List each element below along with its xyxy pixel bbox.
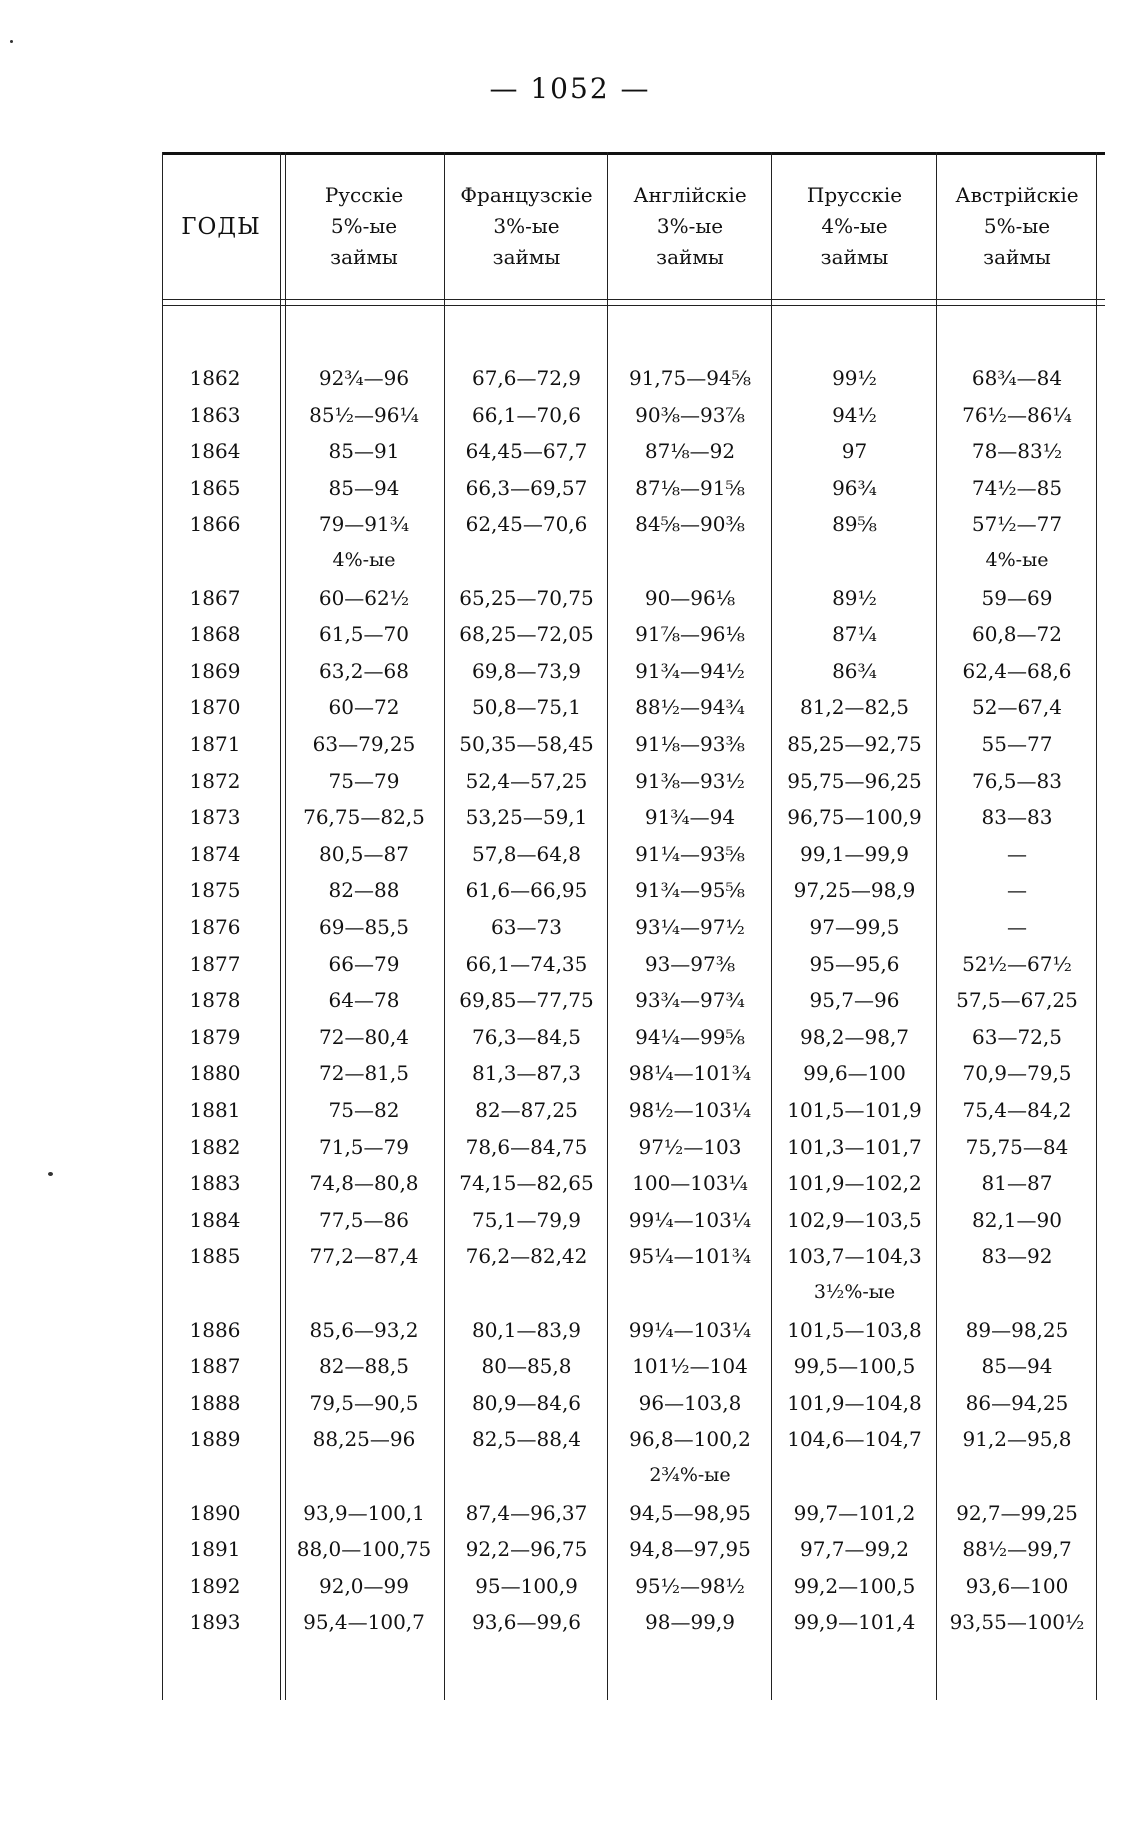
price-range-cell: 90—96⅛ [644, 585, 736, 610]
year-cell: 1868 [189, 622, 241, 647]
price-range-cell: 97 [841, 439, 868, 464]
price-range-cell: 91¾—94 [644, 805, 736, 830]
price-range-cell: 66—79 [328, 951, 400, 976]
header-prussian-loans: Прусскіе 4%-ые займы [806, 183, 903, 269]
year-cell: 1875 [189, 878, 241, 903]
price-range-cell: 83—92 [981, 1244, 1053, 1269]
year-cell: 1865 [189, 475, 241, 500]
price-range-cell: 92,2—96,75 [465, 1537, 588, 1562]
price-range-cell: 98¼—101¾ [628, 1061, 752, 1086]
table-row [150, 1098, 1105, 1134]
price-range-cell: 75,4—84,2 [962, 1098, 1072, 1122]
price-range-cell: 86¾ [832, 658, 877, 683]
price-range-cell: — [1007, 841, 1027, 866]
price-range-cell: 98½—103¼ [628, 1098, 752, 1122]
price-range-cell: 103,7—104,3 [787, 1244, 922, 1269]
price-range-cell: 52—67,4 [972, 695, 1062, 720]
price-range-cell: 80,9—84,6 [471, 1390, 582, 1415]
year-cell: 1884 [189, 1207, 241, 1232]
price-range-cell: 95—95,6 [809, 951, 900, 976]
price-range-cell: 90⅜—93⅞ [635, 402, 745, 427]
table-row [150, 366, 1105, 402]
year-cell: 1893 [189, 1610, 241, 1635]
table-row [150, 1427, 1105, 1463]
price-range-cell: 57,5—67,25 [956, 988, 1078, 1013]
price-range-cell: 91,2—95,8 [962, 1427, 1072, 1452]
price-range-cell: 76,75—82,5 [303, 805, 425, 830]
year-cell: 1880 [189, 1061, 241, 1086]
year-cell: 1874 [189, 841, 241, 866]
price-range-cell: 76½—86¼ [962, 402, 1072, 427]
table-row [150, 1391, 1105, 1427]
price-range-cell: 78—83½ [971, 439, 1063, 464]
price-range-cell: 99,9—101,4 [793, 1610, 916, 1635]
year-cell: 1878 [189, 988, 241, 1013]
price-range-cell: 85½—96¼ [309, 402, 419, 427]
year-cell: 1864 [189, 439, 241, 464]
price-range-cell: 66,1—74,35 [465, 951, 588, 976]
price-range-cell: 68¾—84 [971, 366, 1063, 390]
year-cell: 1877 [189, 951, 241, 976]
table-row [150, 1025, 1105, 1061]
price-range-cell: 99½ [832, 366, 877, 390]
price-range-cell: 95,75—96,25 [787, 768, 922, 793]
price-range-cell: 99,5—100,5 [793, 1354, 916, 1379]
year-cell: 1873 [189, 805, 241, 830]
price-range-cell: 81—87 [981, 1171, 1053, 1196]
price-range-cell: 93,6—99,6 [471, 1610, 582, 1635]
price-range-cell: 85,25—92,75 [787, 732, 922, 756]
rate-note-cell: 3½%-ые [813, 1281, 896, 1303]
table-row [150, 695, 1105, 731]
rate-note-cell: 2¾%-ые [649, 1464, 731, 1486]
price-range-cell: 89—98,25 [965, 1317, 1069, 1342]
price-range-cell: 59—69 [981, 585, 1053, 610]
price-range-cell: 95½—98½ [635, 1573, 745, 1598]
year-cell: 1872 [189, 768, 241, 793]
price-range-cell: 82,1—90 [972, 1207, 1062, 1232]
table-row [150, 805, 1105, 841]
price-range-cell: 66,1—70,6 [471, 402, 582, 427]
price-range-cell: 96—103,8 [638, 1390, 742, 1415]
price-range-cell: 87¼ [832, 622, 877, 647]
price-range-cell: 72—81,5 [319, 1061, 409, 1086]
header-rule [162, 299, 1105, 300]
price-range-cell: 87,4—96,37 [465, 1500, 588, 1525]
price-range-cell: 99,6—100 [803, 1061, 906, 1086]
table-row [150, 512, 1105, 548]
price-range-cell: 57,8—64,8 [471, 841, 582, 866]
price-range-cell: 70,9—79,5 [962, 1061, 1072, 1086]
price-range-cell: 76,3—84,5 [471, 1024, 582, 1049]
price-range-cell: 92,0—99 [319, 1573, 409, 1598]
price-range-cell: 52½—67½ [962, 951, 1072, 976]
price-range-cell: 88,0—100,75 [296, 1537, 432, 1562]
table-row [150, 842, 1105, 878]
header-english-loans: Англійскіе 3%-ые займы [633, 183, 747, 269]
price-range-cell: 101,3—101,7 [787, 1134, 922, 1159]
table-row [150, 586, 1105, 622]
price-range-cell: 81,3—87,3 [471, 1061, 582, 1086]
table-row [150, 1135, 1105, 1171]
price-range-cell: 80,5—87 [319, 841, 409, 866]
price-range-cell: 97,7—99,2 [799, 1537, 910, 1562]
year-cell: 1882 [189, 1134, 241, 1159]
table-row [150, 769, 1105, 805]
header-french-loans: Французскіе 3%-ые займы [460, 183, 593, 269]
price-range-cell: 93¼—97½ [635, 915, 745, 939]
price-range-cell: 63,2—68 [319, 658, 409, 683]
year-cell: 1885 [189, 1244, 241, 1269]
price-range-cell: 94½ [832, 402, 877, 427]
price-range-cell: 77,2—87,4 [309, 1244, 419, 1269]
year-cell: 1887 [189, 1354, 241, 1379]
year-cell: 1862 [189, 366, 241, 390]
price-range-cell: 61,5—70 [319, 622, 409, 647]
price-range-cell: 81,2—82,5 [799, 695, 910, 720]
table-row [150, 476, 1105, 512]
price-range-cell: 82—88 [328, 878, 400, 903]
table-row [150, 1537, 1105, 1573]
price-range-cell: 60—62½ [318, 585, 410, 610]
table-row [150, 1610, 1105, 1646]
price-range-cell: 57½—77 [971, 512, 1063, 537]
price-range-cell: 50,35—58,45 [459, 732, 594, 756]
table-row [150, 1244, 1105, 1280]
price-range-cell: 50,8—75,1 [471, 695, 582, 720]
price-range-cell: 92,7—99,25 [956, 1500, 1078, 1525]
table-row [150, 1061, 1105, 1097]
price-range-cell: 101,9—104,8 [787, 1390, 922, 1415]
price-range-cell: 80—85,8 [481, 1354, 572, 1379]
table-row [150, 1354, 1105, 1390]
price-range-cell: 87⅛—91⅝ [635, 475, 745, 500]
price-range-cell: 102,9—103,5 [787, 1207, 922, 1232]
price-range-cell: 85—94 [328, 475, 400, 500]
price-range-cell: 76,2—82,42 [465, 1244, 588, 1269]
year-cell: 1866 [189, 512, 241, 537]
price-range-cell: 74,8—80,8 [309, 1171, 419, 1196]
price-range-cell: 99¼—103¼ [628, 1317, 752, 1342]
price-range-cell: 96,75—100,9 [787, 805, 922, 830]
price-range-cell: 95¼—101¾ [628, 1244, 752, 1269]
price-range-cell: 69,85—77,75 [459, 988, 594, 1013]
price-range-cell: 93—97⅜ [644, 951, 736, 976]
year-cell: 1883 [189, 1171, 241, 1196]
price-range-cell: 97—99,5 [809, 915, 900, 939]
price-range-cell: 85,6—93,2 [309, 1317, 419, 1342]
table-row [150, 732, 1105, 768]
price-range-cell: 93,9—100,1 [303, 1500, 425, 1525]
price-range-cell: 94,5—98,95 [629, 1500, 751, 1525]
price-range-cell: 82—88,5 [319, 1354, 409, 1379]
price-range-cell: 62,4—68,6 [962, 658, 1072, 683]
header-austrian-loans: Австрійскіе 5%-ые займы [955, 183, 1079, 269]
year-cell: 1891 [189, 1537, 241, 1562]
price-range-cell: 100—103¼ [632, 1171, 748, 1196]
price-range-cell: 79—91¾ [318, 512, 410, 537]
price-range-cell: 63—72,5 [972, 1024, 1062, 1049]
subheading-row [150, 549, 1105, 585]
price-range-cell: 77,5—86 [319, 1207, 409, 1232]
price-range-cell: 101½—104 [632, 1354, 748, 1379]
price-range-cell: 76,5—83 [972, 768, 1062, 793]
price-range-cell: 71,5—79 [319, 1134, 409, 1159]
price-range-cell: 99,7—101,2 [793, 1500, 916, 1525]
price-range-cell: 87⅛—92 [644, 439, 736, 464]
year-cell: 1869 [189, 658, 241, 683]
price-range-cell: 84⅝—90⅜ [635, 512, 745, 537]
price-range-cell: 99,1—99,9 [799, 841, 910, 866]
table-row [150, 659, 1105, 695]
year-cell: 1870 [189, 695, 241, 720]
price-range-cell: 88,25—96 [312, 1427, 416, 1452]
year-cell: 1863 [189, 402, 241, 427]
price-range-cell: 93,55—100½ [949, 1610, 1085, 1635]
year-cell: 1876 [189, 915, 241, 939]
header-years: ГОДЫ [181, 214, 261, 240]
price-range-cell: 75—82 [328, 1098, 400, 1122]
price-range-cell: 60,8—72 [972, 622, 1062, 647]
year-cell: 1892 [189, 1573, 241, 1598]
year-cell: 1871 [189, 732, 241, 756]
price-range-cell: 91⅜—93½ [635, 768, 745, 793]
price-range-cell: 99,2—100,5 [793, 1573, 916, 1598]
rate-note-cell: 4%-ые [332, 549, 396, 571]
price-range-cell: 98,2—98,7 [799, 1024, 910, 1049]
price-range-cell: 80,1—83,9 [471, 1317, 582, 1342]
year-cell: 1879 [189, 1024, 241, 1049]
price-range-cell: 101,5—103,8 [787, 1317, 922, 1342]
year-cell: 1888 [189, 1390, 241, 1415]
table-row [150, 952, 1105, 988]
subheading-row [150, 1281, 1105, 1317]
price-range-cell: 97½—103 [638, 1134, 742, 1159]
table-row [150, 1208, 1105, 1244]
price-range-cell: 97,25—98,9 [793, 878, 916, 903]
price-range-cell: 60—72 [328, 695, 400, 720]
year-cell: 1881 [189, 1098, 241, 1122]
year-cell: 1886 [189, 1317, 241, 1342]
price-range-cell: 89⅝ [832, 512, 877, 537]
price-range-cell: 63—73 [491, 915, 562, 939]
price-range-cell: 62,45—70,6 [465, 512, 588, 537]
price-range-cell: 104,6—104,7 [787, 1427, 922, 1452]
price-range-cell: 96¾ [832, 475, 877, 500]
price-range-cell: 95,4—100,7 [303, 1610, 425, 1635]
price-range-cell: 82,5—88,4 [471, 1427, 582, 1452]
price-range-cell: 74½—85 [971, 475, 1063, 500]
price-range-cell: 86—94,25 [965, 1390, 1069, 1415]
price-range-cell: 75,75—84 [965, 1134, 1069, 1159]
year-cell: 1890 [189, 1500, 241, 1525]
price-range-cell: 93,6—100 [965, 1573, 1069, 1598]
price-range-cell: 95—100,9 [475, 1573, 578, 1598]
scan-speck [48, 1172, 53, 1176]
price-range-cell: 88½—99,7 [962, 1537, 1072, 1562]
table-row [150, 622, 1105, 658]
price-range-cell: 94,8—97,95 [629, 1537, 751, 1562]
year-cell: 1889 [189, 1427, 241, 1452]
bond-price-table [150, 152, 1105, 1700]
price-range-cell: 91⅛—93⅜ [635, 732, 745, 756]
price-range-cell: 91¾—95⅝ [635, 878, 745, 903]
price-range-cell: 75,1—79,9 [471, 1207, 582, 1232]
price-range-cell: 69—85,5 [319, 915, 409, 939]
price-range-cell: 78,6—84,75 [465, 1134, 588, 1159]
price-range-cell: 74,15—82,65 [459, 1171, 594, 1196]
price-range-cell: 95,7—96 [809, 988, 900, 1013]
price-range-cell: 67,6—72,9 [471, 366, 582, 390]
price-range-cell: 75—79 [328, 768, 400, 793]
price-range-cell: 64,45—67,7 [465, 439, 588, 464]
table-row [150, 1318, 1105, 1354]
price-range-cell: 66,3—69,57 [465, 475, 588, 500]
price-range-cell: 91,75—94⅝ [628, 366, 752, 390]
price-range-cell: 94¼—99⅝ [635, 1024, 745, 1049]
table-row [150, 878, 1105, 914]
price-range-cell: 53,25—59,1 [465, 805, 588, 830]
price-range-cell: 68,25—72,05 [459, 622, 594, 647]
table-row [150, 403, 1105, 439]
price-range-cell: 85—91 [328, 439, 400, 464]
header-russian-loans: Русскіе 5%-ые займы [324, 183, 404, 269]
year-cell: 1867 [189, 585, 241, 610]
price-range-cell: 55—77 [981, 732, 1053, 756]
price-range-cell: 99¼—103¼ [628, 1207, 752, 1232]
price-range-cell: 52,4—57,25 [465, 768, 588, 793]
price-range-cell: 82—87,25 [475, 1098, 578, 1122]
price-range-cell: — [1007, 915, 1027, 939]
price-range-cell: 65,25—70,75 [459, 585, 594, 610]
price-range-cell: 64—78 [328, 988, 400, 1013]
price-range-cell: 98—99,9 [645, 1610, 735, 1635]
price-range-cell: 101,5—101,9 [787, 1098, 922, 1122]
table-row [150, 1574, 1105, 1610]
header-rule-double [162, 305, 1105, 306]
table-row [150, 1171, 1105, 1207]
table-row [150, 988, 1105, 1024]
price-range-cell: 101,9—102,2 [787, 1171, 922, 1196]
price-range-cell: 96,8—100,2 [629, 1427, 751, 1452]
price-range-cell: 91¾—94½ [635, 658, 745, 683]
table-row [150, 439, 1105, 475]
price-range-cell: 83—83 [981, 805, 1053, 830]
price-range-cell: 72—80,4 [319, 1024, 409, 1049]
table-row [150, 915, 1105, 951]
price-range-cell: 61,6—66,95 [465, 878, 588, 903]
price-range-cell: 92¾—96 [318, 366, 410, 390]
scan-speck [10, 40, 13, 43]
table-top-rule [162, 152, 1105, 155]
price-range-cell: 89½ [832, 585, 877, 610]
price-range-cell: — [1007, 878, 1027, 903]
price-range-cell: 91¼—93⅝ [635, 841, 745, 866]
price-range-cell: 93¾—97¾ [635, 988, 745, 1013]
price-range-cell: 63—79,25 [312, 732, 416, 756]
price-range-cell: 85—94 [981, 1354, 1053, 1379]
price-range-cell: 79,5—90,5 [309, 1390, 419, 1415]
price-range-cell: 88½—94¾ [635, 695, 745, 720]
table-row [150, 1501, 1105, 1537]
price-range-cell: 69,8—73,9 [471, 658, 582, 683]
rate-note-cell: 4%-ые [985, 549, 1049, 571]
price-range-cell: 91⅞—96⅛ [635, 622, 745, 647]
page-number: — 1052 — [489, 72, 651, 105]
subheading-row [150, 1464, 1105, 1500]
